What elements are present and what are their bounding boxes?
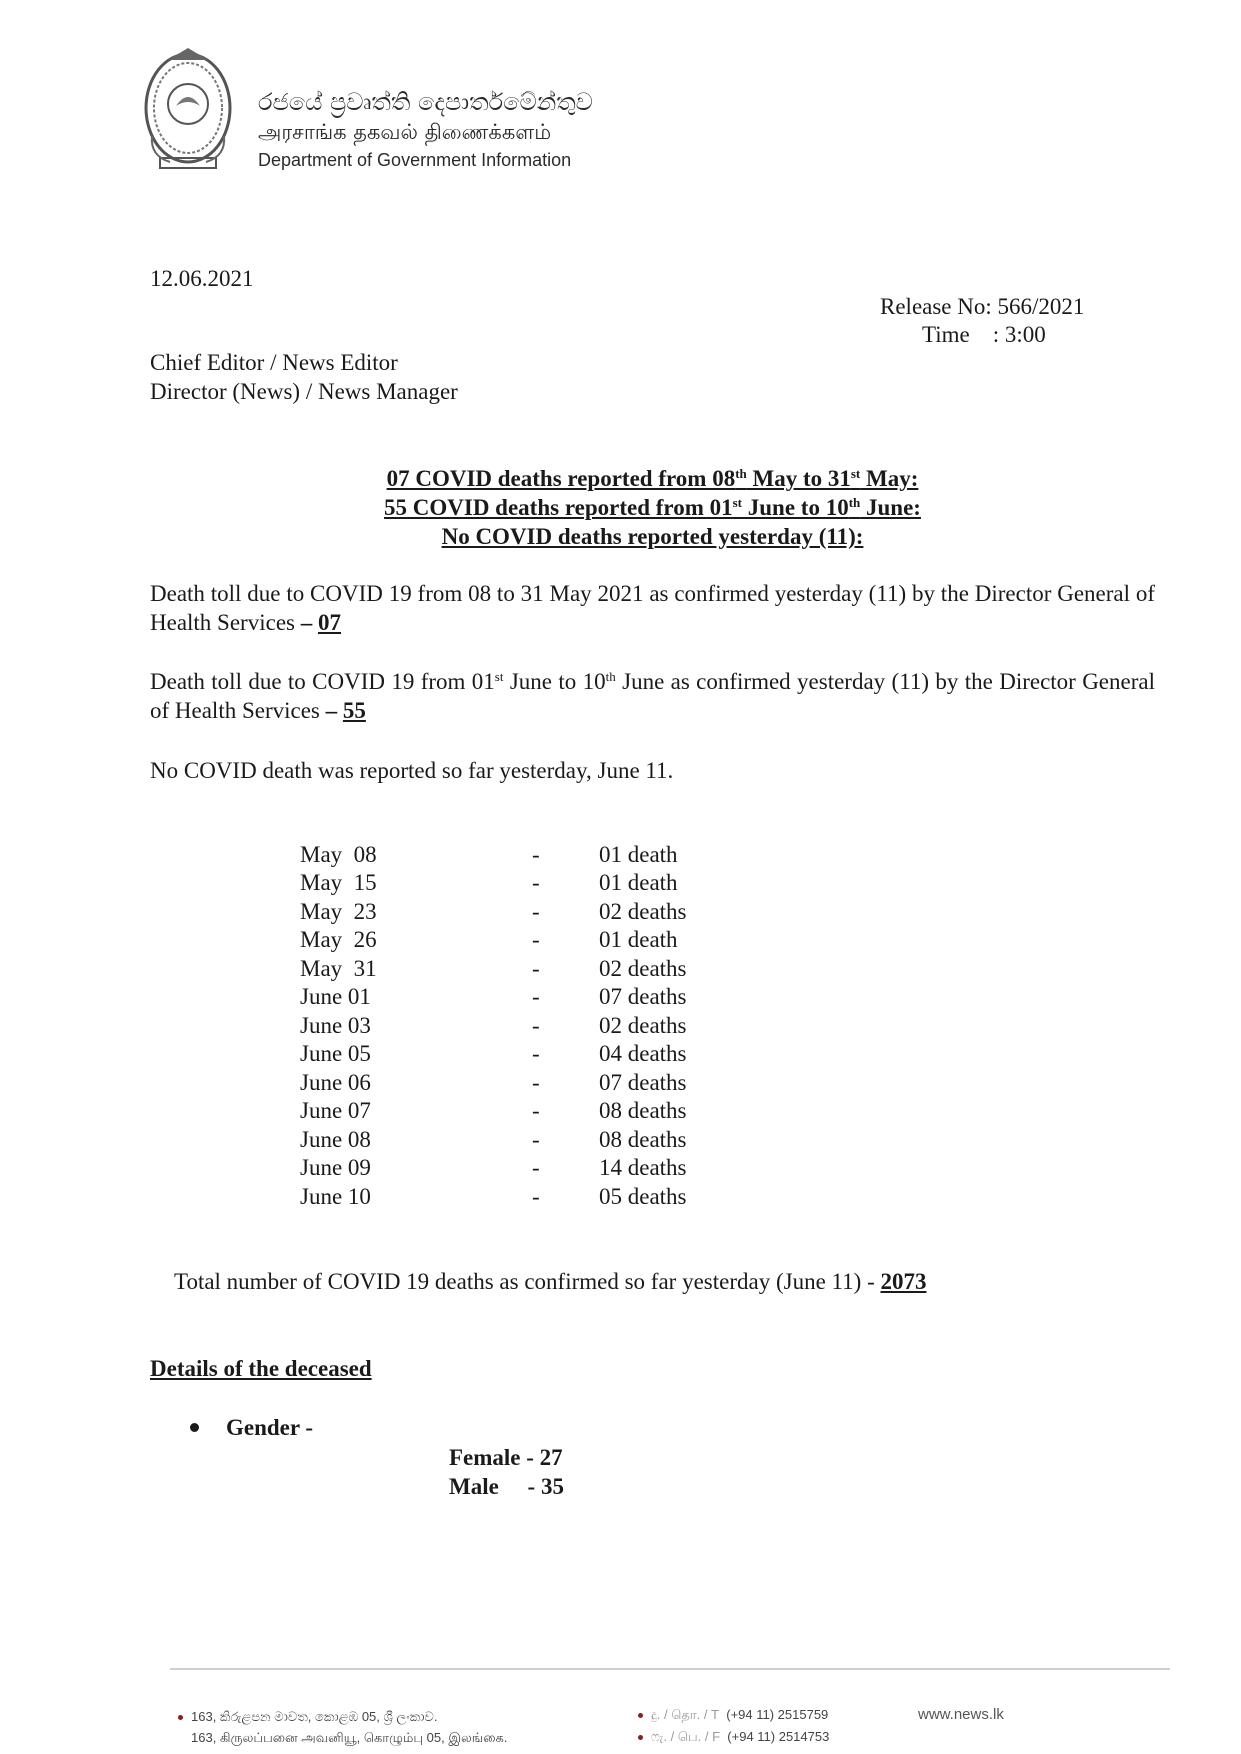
details-heading: Details of the deceased — [150, 1356, 372, 1381]
headline-2: 55 COVID deaths reported from 01st June to 10th June: — [384, 495, 921, 520]
row-dash: - — [532, 1012, 540, 1038]
row-dash: - — [532, 984, 540, 1010]
bullet-icon — [190, 1423, 199, 1432]
may-death-count: 07 — [317, 610, 341, 635]
row-dash: - — [532, 1126, 540, 1152]
headline-3: No COVID deaths reported yesterday (11): — [441, 524, 864, 549]
row-date: June 09 — [300, 1155, 371, 1181]
release-time: Time : 3:00 — [922, 322, 1046, 347]
row-count: 08 deaths — [599, 1098, 687, 1124]
footer-website-link[interactable]: www.news.lk — [918, 1706, 1004, 1723]
row-date: May 08 — [300, 841, 377, 867]
row-dash: - — [532, 841, 540, 867]
male-count: Male - 35 — [449, 1474, 564, 1499]
headline-1: 07 COVID deaths reported from 08th May to 31st May: — [386, 466, 919, 491]
row-count: 14 deaths — [599, 1155, 687, 1181]
death-list-row — [300, 840, 750, 869]
paragraph-may-deaths: Death toll due to COVID 19 from 08 to 31 May 2021 as confirmed yesterday (11) by the Director General of Health Services – 07 — [150, 581, 1155, 635]
female-count: Female - 27 — [449, 1445, 563, 1470]
death-list-row — [300, 1182, 750, 1211]
death-list-row — [300, 983, 750, 1012]
row-date: June 03 — [300, 1012, 371, 1038]
death-list-row — [300, 1125, 750, 1154]
row-date: May 15 — [300, 870, 377, 896]
daily-death-list — [300, 840, 750, 1211]
letterhead-tamil: அரசாங்க தகவல் திணைக்களம் — [258, 120, 552, 144]
row-dash: - — [532, 955, 540, 981]
release-number: Release No: 566/2021 — [880, 294, 1085, 319]
row-dash: - — [532, 1155, 540, 1181]
row-date: May 23 — [300, 898, 377, 924]
row-count: 08 deaths — [599, 1126, 687, 1152]
death-list-row — [300, 954, 750, 983]
row-count: 02 deaths — [599, 955, 687, 981]
row-count: 02 deaths — [599, 1012, 687, 1038]
footer-address-tamil: 163, கிருலப்பனை அவனியூ, கொழும்பு 05, இலங்கை. — [191, 1730, 508, 1745]
government-emblem-icon — [140, 46, 236, 176]
row-date: June 06 — [300, 1069, 371, 1095]
document-date: 12.06.2021 — [150, 266, 254, 291]
row-count: 07 deaths — [599, 984, 687, 1010]
row-dash: - — [532, 870, 540, 896]
footer-address-sinhala: 163, කිරුළපන මාවත, කොළඹ 05, ශ්‍රී ලංකාව. — [178, 1709, 437, 1725]
row-date: May 26 — [300, 927, 377, 953]
row-date: June 01 — [300, 984, 371, 1010]
row-count: 01 death — [599, 841, 678, 867]
row-dash: - — [532, 1183, 540, 1209]
row-dash: - — [532, 1041, 540, 1067]
row-date: June 05 — [300, 1041, 371, 1067]
footer-telephone: දු. / தொ. / T (+94 11) 2515759 — [638, 1707, 828, 1724]
recipient-line-2: Director (News) / News Manager — [150, 379, 458, 404]
footer-fax: ෆැ. / பெ. / F (+94 11) 2514753 — [638, 1729, 829, 1746]
death-list-row — [300, 926, 750, 955]
recipient-line-1: Chief Editor / News Editor — [150, 350, 398, 375]
row-count: 01 death — [599, 870, 678, 896]
total-deaths-line: Total number of COVID 19 deaths as confirmed so far yesterday (June 11) - 2073 — [174, 1269, 927, 1294]
paragraph-no-deaths: No COVID death was reported so far yesterday, June 11. — [150, 758, 674, 783]
row-dash: - — [532, 1069, 540, 1095]
death-list-row — [300, 869, 750, 898]
row-count: 04 deaths — [599, 1041, 687, 1067]
gender-item: Gender - — [190, 1413, 313, 1442]
footer-divider — [170, 1668, 1170, 1670]
row-date: June 07 — [300, 1098, 371, 1124]
row-count: 07 deaths — [599, 1069, 687, 1095]
row-dash: - — [532, 927, 540, 953]
paragraph-june-deaths: Death toll due to COVID 19 from 01st June to 10th June as confirmed yesterday (11) by the Director General of Health Services – 55 — [150, 669, 1155, 723]
june-death-count: 55 — [342, 698, 366, 723]
row-date: May 31 — [300, 955, 377, 981]
death-list-row — [300, 1040, 750, 1069]
death-list-row — [300, 1011, 750, 1040]
death-list-row — [300, 1068, 750, 1097]
death-list-row — [300, 1154, 750, 1183]
row-dash: - — [532, 1098, 540, 1124]
total-death-count: 2073 — [880, 1269, 927, 1294]
row-count: 05 deaths — [599, 1183, 687, 1209]
row-date: June 10 — [300, 1183, 371, 1209]
row-date: June 08 — [300, 1126, 371, 1152]
letterhead-english: Department of Government Information — [258, 150, 572, 170]
death-list-row — [300, 1097, 750, 1126]
death-list-row — [300, 897, 750, 926]
letterhead-sinhala: රජයේ ප්‍රවෘත්ති දෙපාර්තමේන්තුව — [258, 88, 593, 116]
row-dash: - — [532, 898, 540, 924]
row-count: 02 deaths — [599, 898, 687, 924]
row-count: 01 death — [599, 927, 678, 953]
